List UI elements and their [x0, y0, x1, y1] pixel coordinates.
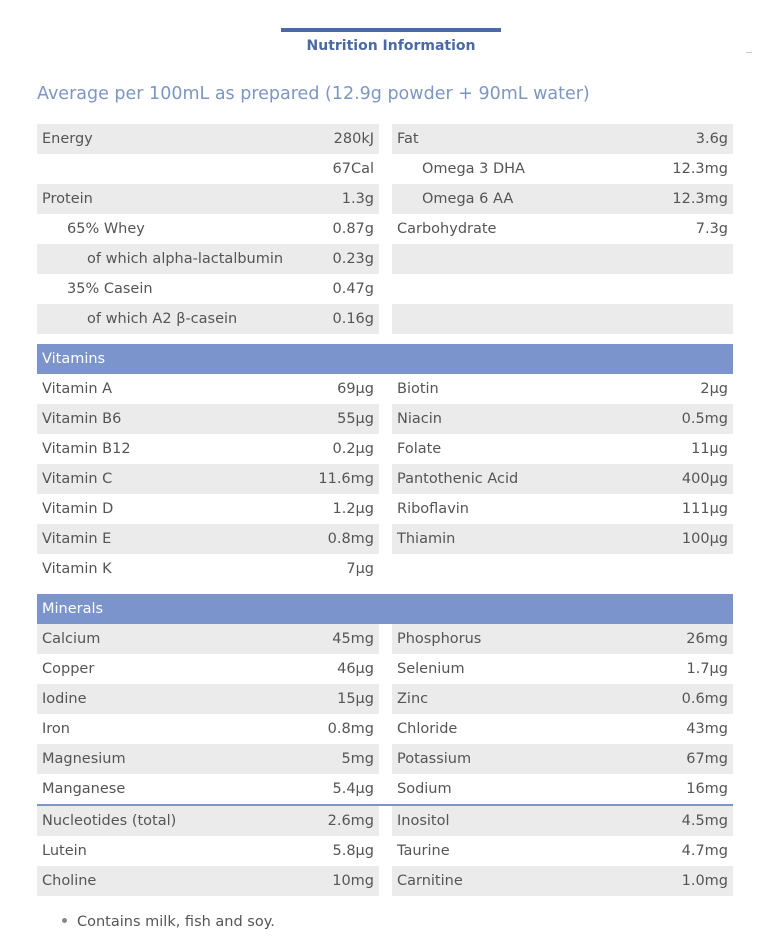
nutrient-value: 4.7mg — [681, 843, 728, 859]
table-row — [37, 836, 733, 866]
nutrient-value: 5.4µg — [332, 781, 374, 797]
table-row — [37, 154, 733, 184]
right-nutrient-cell — [392, 624, 733, 654]
table-row — [37, 184, 733, 214]
left-nutrient-cell — [37, 274, 379, 304]
main-nutrients — [37, 124, 733, 334]
table-row — [37, 774, 733, 804]
nutrient-value: 1.7µg — [686, 661, 728, 677]
nutrient-value: 0.5mg — [681, 411, 728, 427]
nutrient-label: Pantothenic Acid — [397, 471, 519, 487]
nutrient-value: 0.8mg — [327, 721, 374, 737]
right-nutrient-cell — [392, 124, 733, 154]
nutrient-value: 1.3g — [341, 191, 374, 207]
left-nutrient-cell — [37, 154, 379, 184]
nutrient-label: Nucleotides (total) — [42, 813, 177, 829]
nutrient-label: of which alpha-lactalbumin — [87, 251, 284, 267]
left-nutrient-cell — [37, 624, 379, 654]
nutrient-value: 400µg — [681, 471, 728, 487]
nutrient-value: 4.5mg — [681, 813, 728, 829]
nutrient-value: 55µg — [337, 411, 374, 427]
nutrient-value: 16mg — [686, 781, 728, 797]
nutrient-label: Fat — [397, 131, 419, 147]
nutrient-value: 1.2µg — [332, 501, 374, 517]
right-nutrient-cell — [392, 524, 733, 554]
table-row — [37, 124, 733, 154]
left-nutrient-cell — [37, 654, 379, 684]
nutrient-label: Vitamin C — [42, 471, 113, 487]
title-tab-bar — [281, 28, 501, 32]
nutrient-value: 67mg — [686, 751, 728, 767]
left-nutrient-cell — [37, 866, 379, 896]
nutrient-value: 67Cal — [332, 161, 374, 177]
nutrient-label: Copper — [42, 661, 95, 677]
nutrient-label: Potassium — [397, 751, 472, 767]
nutrient-label: Vitamin A — [42, 381, 113, 397]
left-nutrient-cell — [37, 244, 379, 274]
nutrient-label: Niacin — [397, 411, 442, 427]
nutrient-value: 2µg — [700, 381, 728, 397]
table-row — [37, 714, 733, 744]
table-row — [37, 806, 733, 836]
nutrient-value: 7µg — [346, 561, 374, 577]
table-row — [37, 744, 733, 774]
nutrient-label: Energy — [42, 131, 93, 147]
table-row — [37, 866, 733, 896]
nutrient-value: 0.16g — [332, 311, 374, 327]
left-nutrient-cell — [37, 124, 379, 154]
nutrient-label: Choline — [42, 873, 97, 889]
vitamins-header: Vitamins — [37, 344, 733, 374]
left-nutrient-cell — [37, 524, 379, 554]
bullet-icon — [62, 918, 67, 923]
right-nutrient-cell — [392, 806, 733, 836]
right-nutrient-cell — [392, 744, 733, 774]
nutrient-label: Thiamin — [397, 531, 456, 547]
nutrient-label: Taurine — [397, 843, 450, 859]
table-row — [37, 624, 733, 654]
allergen-note — [62, 914, 275, 930]
nutrient-label: Phosphorus — [397, 631, 482, 647]
nutrient-label: Chloride — [397, 721, 458, 737]
left-nutrient-cell — [37, 684, 379, 714]
nutrient-value: 5.8µg — [332, 843, 374, 859]
nutrient-value: 69µg — [337, 381, 374, 397]
nutrient-value: 7.3g — [695, 221, 728, 237]
nutrient-value: 11.6mg — [318, 471, 374, 487]
vitamins-list — [37, 374, 733, 584]
nutrient-value: 3.6g — [695, 131, 728, 147]
right-nutrient-cell — [392, 684, 733, 714]
nutrient-value: 1.0mg — [681, 873, 728, 889]
nutrient-value: 0.87g — [332, 221, 374, 237]
right-nutrient-cell — [392, 374, 733, 404]
left-nutrient-cell — [37, 744, 379, 774]
table-row — [37, 374, 733, 404]
left-nutrient-cell — [37, 774, 379, 804]
nutrient-value: 5mg — [341, 751, 374, 767]
nutrient-value: 46µg — [337, 661, 374, 677]
nutrient-value: 45mg — [332, 631, 374, 647]
table-row — [37, 554, 733, 584]
left-nutrient-cell — [37, 304, 379, 334]
left-nutrient-cell — [37, 464, 379, 494]
right-nutrient-cell — [392, 304, 733, 334]
right-nutrient-cell — [392, 404, 733, 434]
table-row — [37, 494, 733, 524]
right-nutrient-cell — [392, 836, 733, 866]
nutrient-value: 0.8mg — [327, 531, 374, 547]
right-nutrient-cell — [392, 866, 733, 896]
left-nutrient-cell — [37, 404, 379, 434]
nutrient-label: Inositol — [397, 813, 450, 829]
nutrient-label: Vitamin B6 — [42, 411, 122, 427]
corner-mark — [746, 52, 752, 53]
right-nutrient-cell — [392, 244, 733, 274]
nutrient-label: Biotin — [397, 381, 439, 397]
nutrient-value: 111µg — [681, 501, 728, 517]
nutrient-label: Lutein — [42, 843, 87, 859]
nutrient-value: 0.23g — [332, 251, 374, 267]
left-nutrient-cell — [37, 214, 379, 244]
left-nutrient-cell — [37, 374, 379, 404]
nutrient-label: 65% Whey — [67, 221, 145, 237]
right-nutrient-cell — [392, 274, 733, 304]
nutrient-label: Vitamin B12 — [42, 441, 131, 457]
nutrient-label: Omega 6 AA — [422, 191, 514, 207]
right-nutrient-cell — [392, 184, 733, 214]
table-row — [37, 684, 733, 714]
table-row — [37, 524, 733, 554]
nutrient-label: Calcium — [42, 631, 101, 647]
table-row — [37, 434, 733, 464]
left-nutrient-cell — [37, 494, 379, 524]
left-nutrient-cell — [37, 184, 379, 214]
nutrition-table — [37, 124, 733, 896]
minerals-list — [37, 624, 733, 804]
table-row — [37, 304, 733, 334]
nutrient-value: 0.6mg — [681, 691, 728, 707]
nutrient-label: 35% Casein — [67, 281, 153, 297]
left-nutrient-cell — [37, 434, 379, 464]
right-nutrient-cell — [392, 214, 733, 244]
nutrient-label: Carnitine — [397, 873, 463, 889]
minerals-header: Minerals — [37, 594, 733, 624]
right-nutrient-cell — [392, 714, 733, 744]
other-nutrients-list — [37, 806, 733, 896]
right-nutrient-cell — [392, 494, 733, 524]
nutrient-label: Manganese — [42, 781, 126, 797]
right-nutrient-cell — [392, 154, 733, 184]
left-nutrient-cell — [37, 806, 379, 836]
nutrient-label: Protein — [42, 191, 93, 207]
right-nutrient-cell — [392, 464, 733, 494]
right-nutrient-cell — [392, 554, 733, 584]
nutrient-label: Carbohydrate — [397, 221, 497, 237]
nutrient-label: Selenium — [397, 661, 465, 677]
nutrient-label: Omega 3 DHA — [422, 161, 525, 177]
nutrient-label: Sodium — [397, 781, 452, 797]
nutrient-value: 10mg — [332, 873, 374, 889]
right-nutrient-cell — [392, 654, 733, 684]
table-row — [37, 274, 733, 304]
nutrient-value: 0.47g — [332, 281, 374, 297]
nutrient-value: 43mg — [686, 721, 728, 737]
table-row — [37, 654, 733, 684]
table-row — [37, 464, 733, 494]
nutrient-value: 15µg — [337, 691, 374, 707]
nutrient-label: Riboflavin — [397, 501, 469, 517]
table-row — [37, 404, 733, 434]
nutrient-label: Magnesium — [42, 751, 126, 767]
nutrient-value: 100µg — [681, 531, 728, 547]
nutrient-value: 0.2µg — [332, 441, 374, 457]
nutrient-label: Vitamin E — [42, 531, 112, 547]
nutrient-value: 12.3mg — [672, 191, 728, 207]
nutrient-label: Zinc — [397, 691, 429, 707]
left-nutrient-cell — [37, 836, 379, 866]
left-nutrient-cell — [37, 554, 379, 584]
right-nutrient-cell — [392, 774, 733, 804]
nutrient-value: 12.3mg — [672, 161, 728, 177]
allergen-note-text: Contains milk, fish and soy. — [77, 914, 275, 930]
nutrient-label: Vitamin K — [42, 561, 112, 577]
nutrient-label: Iron — [42, 721, 70, 737]
nutrient-value: 2.6mg — [327, 813, 374, 829]
table-row — [37, 214, 733, 244]
nutrient-value: 11µg — [691, 441, 728, 457]
nutrient-value: 26mg — [686, 631, 728, 647]
page-title: Nutrition Information — [306, 38, 476, 54]
nutrient-label: Folate — [397, 441, 442, 457]
right-nutrient-cell — [392, 434, 733, 464]
serving-subtitle: Average per 100mL as prepared (12.9g powder + 90mL water) — [37, 84, 590, 104]
table-row — [37, 244, 733, 274]
left-nutrient-cell — [37, 714, 379, 744]
nutrient-value: 280kJ — [333, 131, 374, 147]
nutrient-label: Iodine — [42, 691, 87, 707]
nutrient-label: Vitamin D — [42, 501, 114, 517]
nutrient-label: of which A2 β-casein — [87, 311, 238, 327]
